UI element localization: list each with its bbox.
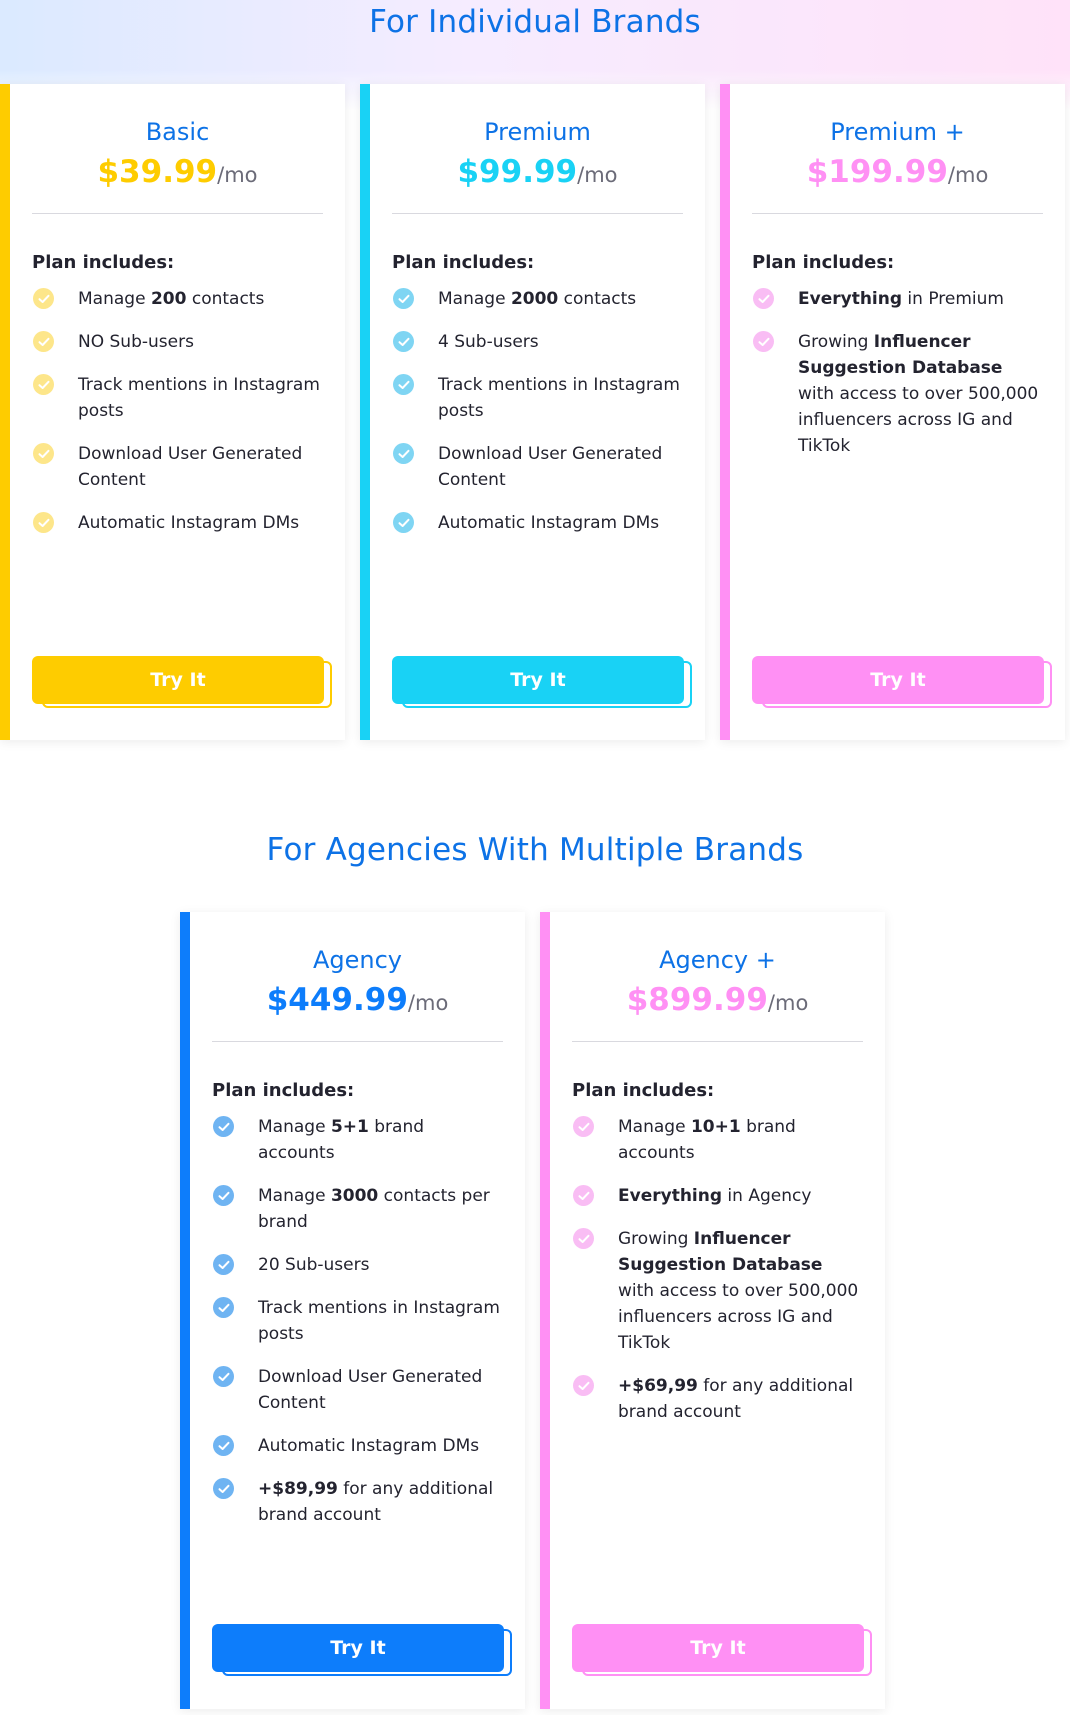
- feature-item: [212, 1433, 503, 1459]
- feature-text-bold: 3000: [330, 1186, 379, 1206]
- plan-includes-label: Plan includes:: [752, 252, 895, 273]
- feature-item: [392, 329, 683, 355]
- feature-text: contacts per brand: [258, 1186, 490, 1232]
- try-it-button-wrap: [572, 1624, 864, 1672]
- check-icon: [753, 288, 774, 309]
- check-icon: [213, 1297, 234, 1318]
- feature-text: contacts: [558, 289, 637, 309]
- feature-text: Manage: [618, 1117, 691, 1137]
- plan-divider: [212, 1041, 503, 1042]
- feature-text: Track mentions in Instagram posts: [258, 1298, 500, 1344]
- plan-period: /mo: [767, 991, 809, 1015]
- plan-name: Agency: [312, 946, 403, 974]
- feature-text: Track mentions in Instagram posts: [78, 375, 320, 421]
- check-icon: [213, 1435, 234, 1456]
- feature-text: 20 Sub-users: [258, 1255, 370, 1275]
- feature-text: Manage: [78, 289, 151, 309]
- plan-includes-label: Plan includes:: [212, 1080, 355, 1101]
- plan-name: Basic: [145, 118, 210, 146]
- feature-text: NO Sub-users: [78, 332, 194, 352]
- feature-text: in Premium: [902, 289, 1004, 309]
- plan-name: Premium +: [830, 118, 965, 146]
- plan-card-agency: [180, 912, 525, 1709]
- feature-item: [32, 441, 323, 493]
- check-icon: [393, 443, 414, 464]
- feature-text-bold: Everything: [798, 289, 903, 309]
- plan-price: $199.99: [806, 154, 948, 190]
- feature-item: [212, 1183, 503, 1235]
- feature-text: Track mentions in Instagram posts: [438, 375, 680, 421]
- try-it-button-basic[interactable]: Try It: [32, 656, 324, 704]
- check-icon: [393, 374, 414, 395]
- plan-card-basic: [0, 84, 345, 740]
- plan-period: /mo: [947, 163, 989, 187]
- plan-accent-bar: [360, 84, 370, 740]
- plan-divider: [572, 1041, 863, 1042]
- feature-text-bold: Influencer Suggestion Database: [798, 332, 1003, 378]
- feature-text: brand accounts: [258, 1117, 425, 1163]
- plan-card-agency-plus: [540, 912, 885, 1709]
- feature-text-bold: +$89,99: [258, 1479, 338, 1499]
- check-icon: [33, 443, 54, 464]
- feature-item: [392, 441, 683, 493]
- feature-text: for any additional brand account: [618, 1376, 854, 1422]
- feature-item: [392, 372, 683, 424]
- plan-card-premium: [360, 84, 705, 740]
- check-icon: [393, 512, 414, 533]
- try-it-button-premium-plus[interactable]: Try It: [752, 656, 1044, 704]
- plan-period: /mo: [407, 991, 449, 1015]
- check-icon: [393, 288, 414, 309]
- try-it-button-wrap: [392, 656, 684, 704]
- feature-item: [32, 372, 323, 424]
- feature-text-bold: 5+1: [330, 1117, 369, 1137]
- plan-price-row: [32, 154, 323, 190]
- feature-item: [752, 329, 1043, 459]
- feature-text-bold: Influencer Suggestion Database: [618, 1229, 823, 1275]
- feature-list: [212, 1114, 503, 1545]
- feature-text: Manage: [258, 1186, 331, 1206]
- plan-price: $99.99: [457, 154, 578, 190]
- plan-price-row: [572, 982, 863, 1018]
- plan-price-row: [392, 154, 683, 190]
- try-it-button-wrap: [752, 656, 1044, 704]
- check-icon: [213, 1185, 234, 1206]
- plan-price: $449.99: [266, 982, 408, 1018]
- feature-item: [32, 286, 323, 312]
- feature-text: with access to over 500,000 influencers across IG and TikTok: [618, 1281, 859, 1353]
- check-icon: [213, 1478, 234, 1499]
- try-it-button-wrap: [212, 1624, 504, 1672]
- feature-item: [752, 286, 1043, 312]
- check-icon: [33, 512, 54, 533]
- feature-text: Automatic Instagram DMs: [78, 513, 300, 533]
- feature-text: Manage: [438, 289, 511, 309]
- feature-text-bold: +$69,99: [618, 1376, 698, 1396]
- plan-includes-label: Plan includes:: [32, 252, 175, 273]
- feature-item: [392, 510, 683, 536]
- plan-price-row: [752, 154, 1043, 190]
- feature-item: [572, 1373, 863, 1425]
- feature-list: [572, 1114, 863, 1442]
- feature-item: [572, 1114, 863, 1166]
- feature-item: [212, 1252, 503, 1278]
- check-icon: [573, 1116, 594, 1137]
- feature-text: with access to over 500,000 influencers across IG and TikTok: [798, 384, 1039, 456]
- feature-text: for any additional brand account: [258, 1479, 494, 1525]
- plan-accent-bar: [180, 912, 190, 1709]
- check-icon: [573, 1228, 594, 1249]
- feature-text: Download User Generated Content: [78, 444, 303, 490]
- feature-text-bold: 2000: [510, 289, 559, 309]
- plan-name: Agency +: [659, 946, 776, 974]
- check-icon: [33, 331, 54, 352]
- feature-item: [32, 510, 323, 536]
- plan-includes-label: Plan includes:: [572, 1080, 715, 1101]
- try-it-button-wrap: [32, 656, 324, 704]
- plan-price-row: [212, 982, 503, 1018]
- feature-text: in Agency: [722, 1186, 812, 1206]
- feature-list: [752, 286, 1043, 476]
- check-icon: [213, 1366, 234, 1387]
- check-icon: [213, 1254, 234, 1275]
- plan-divider: [392, 213, 683, 214]
- section-title-agencies: For Agencies With Multiple Brands: [266, 832, 804, 868]
- plan-price: $899.99: [626, 982, 768, 1018]
- try-it-button-agency[interactable]: Try It: [212, 1624, 504, 1672]
- feature-text: Download User Generated Content: [438, 444, 663, 490]
- try-it-button-agency-plus[interactable]: Try It: [572, 1624, 864, 1672]
- feature-item: [212, 1476, 503, 1528]
- plan-period: /mo: [217, 163, 258, 187]
- plan-price: $39.99: [97, 154, 218, 190]
- try-it-button-premium[interactable]: Try It: [392, 656, 684, 704]
- plan-card-premium-plus: [720, 84, 1065, 740]
- feature-text-bold: Everything: [618, 1186, 723, 1206]
- feature-text: Growing: [618, 1229, 694, 1249]
- plan-accent-bar: [0, 84, 10, 740]
- check-icon: [393, 331, 414, 352]
- feature-text: contacts: [186, 289, 265, 309]
- check-icon: [33, 374, 54, 395]
- check-icon: [213, 1116, 234, 1137]
- check-icon: [33, 288, 54, 309]
- feature-text: Download User Generated Content: [258, 1367, 483, 1413]
- feature-text: 4 Sub-users: [438, 332, 539, 352]
- plan-period: /mo: [577, 163, 618, 187]
- plan-includes-label: Plan includes:: [392, 252, 535, 273]
- feature-list: [392, 286, 683, 553]
- feature-item: [212, 1295, 503, 1347]
- feature-text-bold: 200: [150, 289, 187, 309]
- check-icon: [753, 331, 774, 352]
- feature-item: [572, 1183, 863, 1209]
- feature-item: [212, 1114, 503, 1166]
- feature-text-bold: 10+1: [690, 1117, 741, 1137]
- plan-divider: [32, 213, 323, 214]
- feature-list: [32, 286, 323, 553]
- plan-accent-bar: [540, 912, 550, 1709]
- section-title-individual: For Individual Brands: [369, 4, 701, 40]
- check-icon: [573, 1185, 594, 1206]
- feature-text: Automatic Instagram DMs: [438, 513, 660, 533]
- plan-accent-bar: [720, 84, 730, 740]
- feature-item: [392, 286, 683, 312]
- plan-divider: [752, 213, 1043, 214]
- check-icon: [573, 1375, 594, 1396]
- feature-item: [572, 1226, 863, 1356]
- feature-text: Manage: [258, 1117, 331, 1137]
- feature-item: [32, 329, 323, 355]
- feature-text: Automatic Instagram DMs: [258, 1436, 480, 1456]
- plan-name: Premium: [484, 118, 591, 146]
- feature-text: Growing: [798, 332, 874, 352]
- feature-text: brand accounts: [618, 1117, 796, 1163]
- feature-item: [212, 1364, 503, 1416]
